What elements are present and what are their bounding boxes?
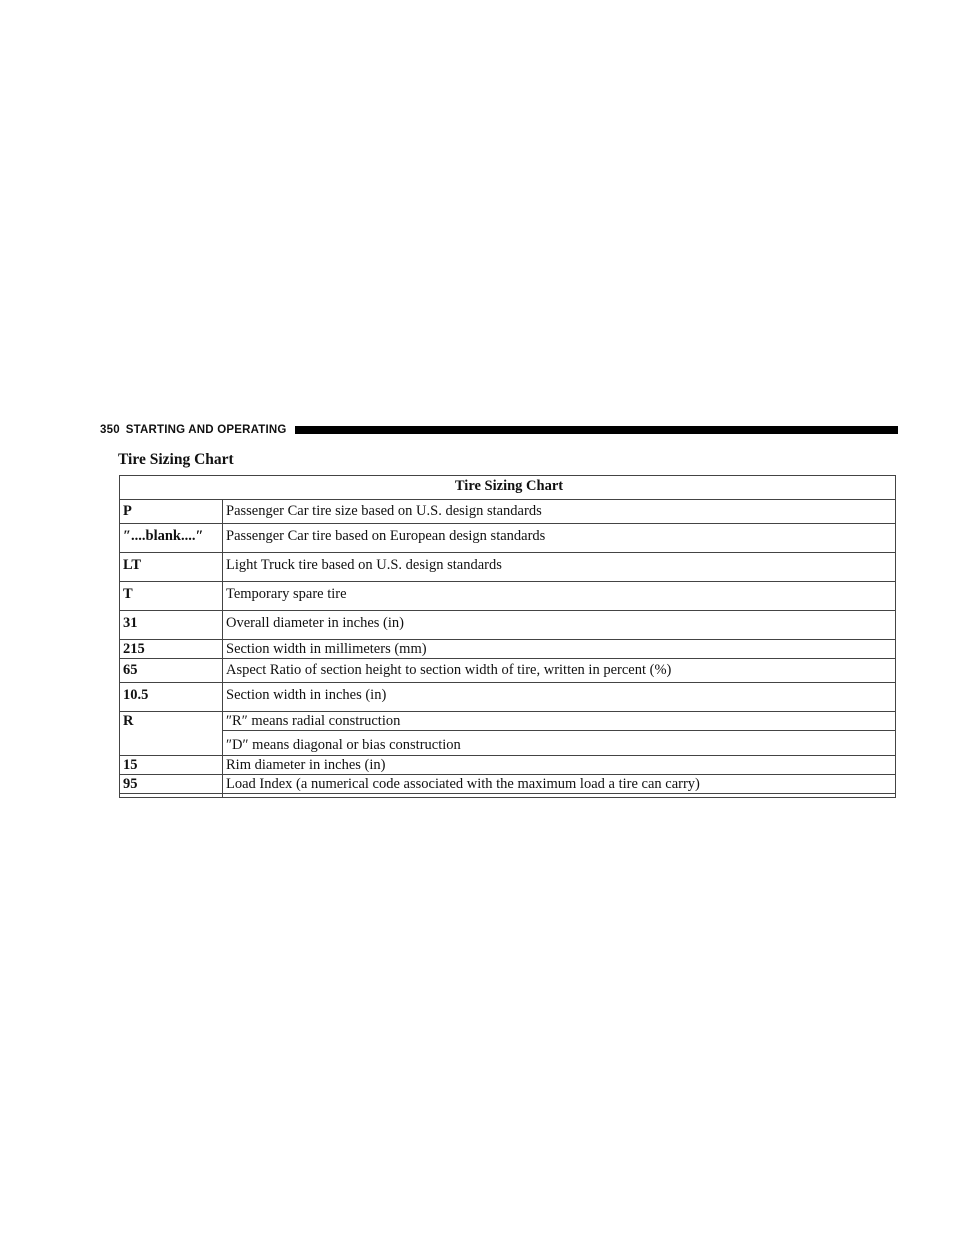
row-description: Temporary spare tire	[223, 582, 896, 611]
row-description: Passenger Car tire size based on U.S. design standards	[223, 500, 896, 524]
page-header	[100, 422, 898, 438]
table-row	[120, 683, 896, 712]
tire-sizing-table	[119, 475, 896, 798]
table-row	[120, 500, 896, 524]
row-description: Load Index (a numerical code associated with the maximum load a tire can carry)	[223, 775, 896, 794]
row-description: Passenger Car tire based on European design standards	[223, 524, 896, 553]
row-code: P	[120, 500, 223, 524]
table-row-empty	[120, 794, 896, 798]
table-row	[120, 712, 896, 731]
page-number: 350	[100, 424, 120, 436]
row-code: 215	[120, 640, 223, 659]
section-heading: Tire Sizing Chart	[118, 451, 234, 468]
row-description: ″R″ means radial construction	[223, 712, 896, 731]
row-code: 31	[120, 611, 223, 640]
table-caption-row	[120, 476, 896, 500]
row-code-empty	[120, 731, 223, 756]
row-code: R	[120, 712, 223, 731]
table-row	[120, 553, 896, 582]
row-description: Rim diameter in inches (in)	[223, 756, 896, 775]
table-caption: Tire Sizing Chart	[120, 476, 896, 500]
row-description: Aspect Ratio of section height to section width of tire, written in percent (%)	[223, 659, 896, 683]
table-row	[120, 611, 896, 640]
row-code: LT	[120, 553, 223, 582]
row-code-empty	[120, 794, 223, 798]
row-description: Overall diameter in inches (in)	[223, 611, 896, 640]
row-code: T	[120, 582, 223, 611]
header-rule	[295, 426, 898, 434]
row-code: 15	[120, 756, 223, 775]
row-code: 95	[120, 775, 223, 794]
row-description: Section width in inches (in)	[223, 683, 896, 712]
table-row	[120, 659, 896, 683]
table-row	[120, 582, 896, 611]
section-title: STARTING AND OPERATING	[125, 424, 287, 436]
row-description: Light Truck tire based on U.S. design standards	[223, 553, 896, 582]
row-code: 65	[120, 659, 223, 683]
row-code: ″....blank....″	[120, 524, 223, 553]
row-code: 10.5	[120, 683, 223, 712]
row-description: ″D″ means diagonal or bias construction	[223, 731, 896, 756]
row-description: Section width in millimeters (mm)	[223, 640, 896, 659]
row-description-empty	[223, 794, 896, 798]
table-row-continuation	[120, 731, 896, 756]
table-row	[120, 524, 896, 553]
table-row	[120, 756, 896, 775]
table-row	[120, 640, 896, 659]
table-row	[120, 775, 896, 794]
